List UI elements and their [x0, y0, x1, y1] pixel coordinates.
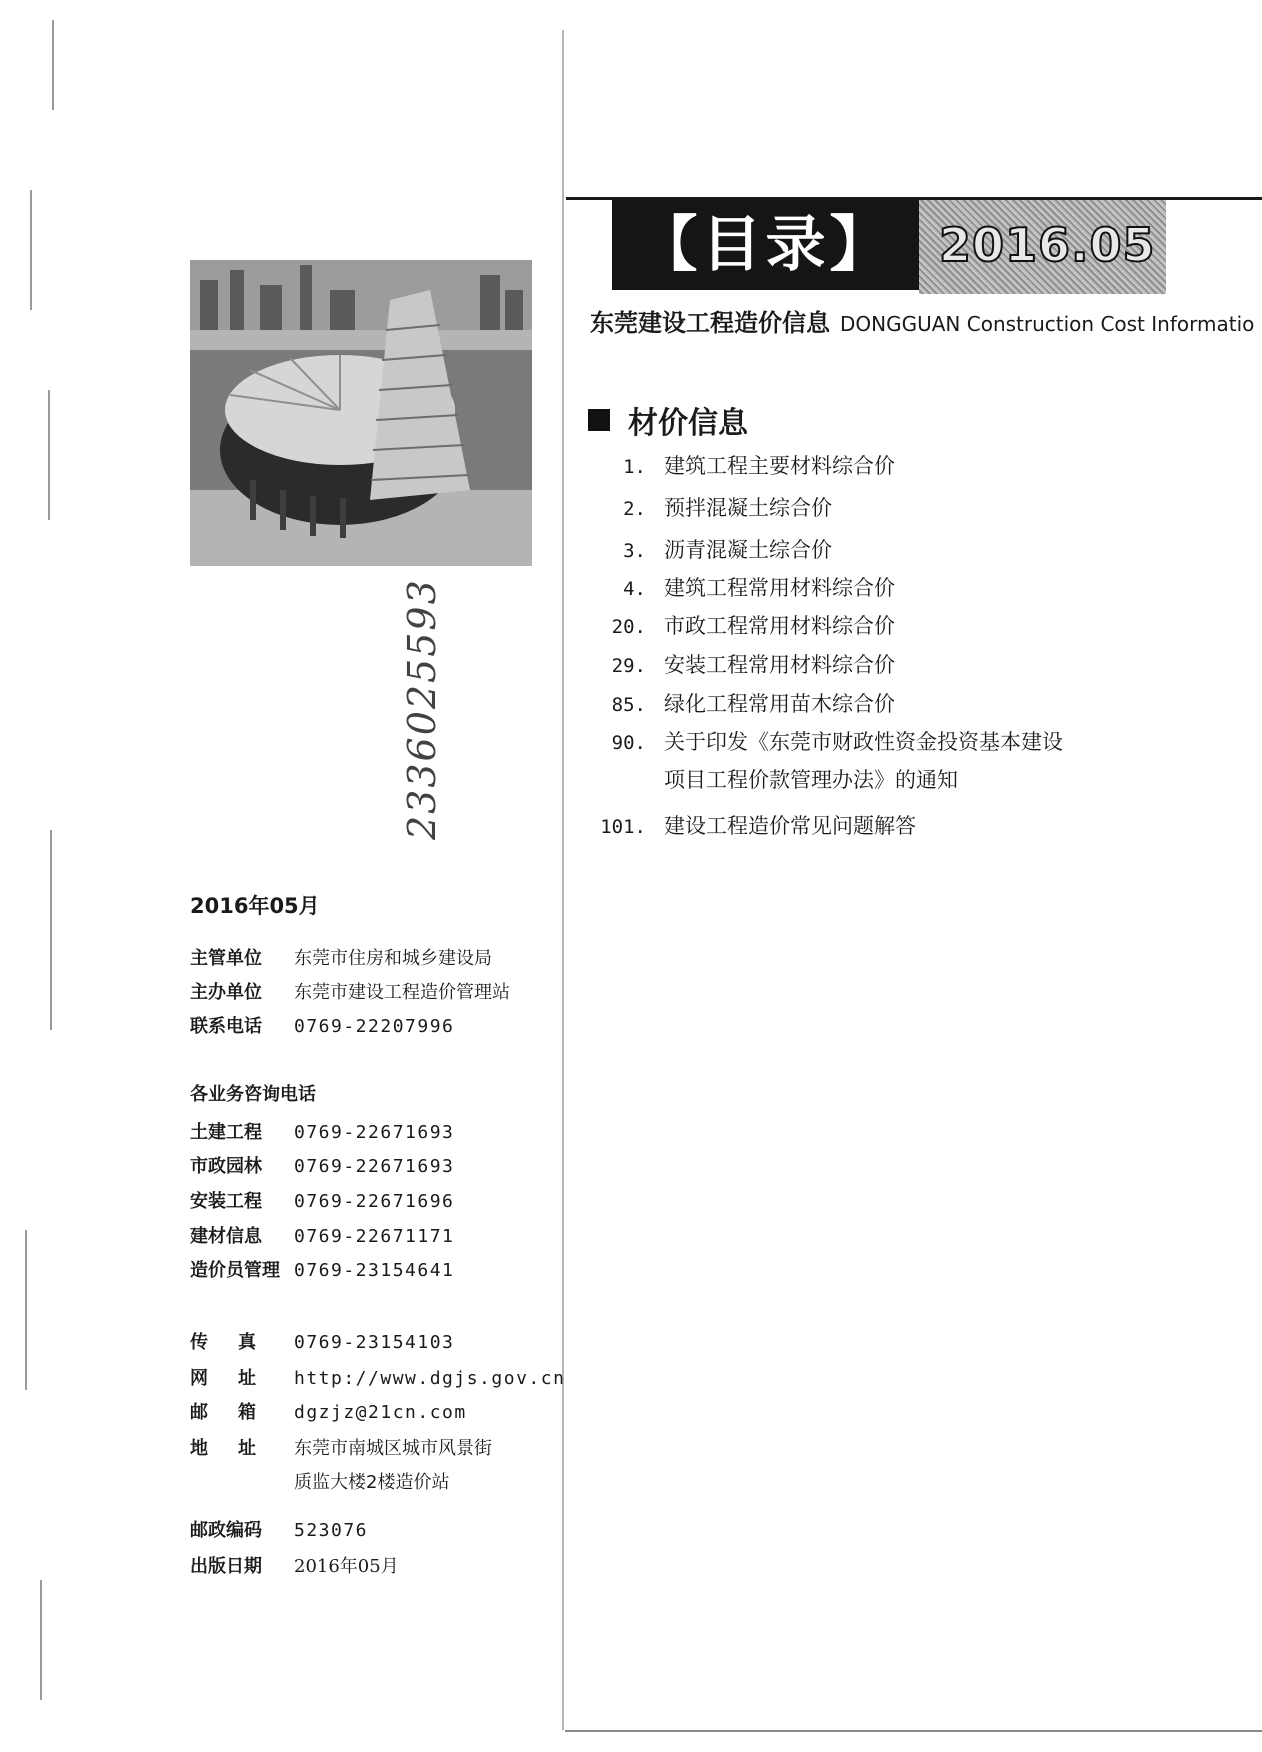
phone-number: 0769-22671693: [294, 1156, 455, 1177]
contact-key: 地址: [190, 1438, 286, 1459]
info-key: 联系电话: [190, 1016, 262, 1037]
magazine-title: [590, 303, 1254, 338]
info-value: 东莞市住房和城乡建设局: [294, 948, 492, 969]
fax-number: 0769-23154103: [294, 1332, 455, 1353]
consult-key: 安装工程: [190, 1191, 262, 1212]
toc-page: 29.: [611, 655, 646, 677]
toc-item[interactable]: [580, 492, 832, 522]
consult-key: 市政园林: [190, 1156, 262, 1177]
contact-key: 网址: [190, 1368, 286, 1389]
contact-row: [190, 1328, 454, 1354]
info-key: 主办单位: [190, 982, 262, 1003]
toc-item[interactable]: [580, 810, 916, 840]
scan-edge-mark: [50, 830, 52, 1030]
toc-banner-label: 【目录】: [637, 210, 894, 280]
toc-title: 关于印发《东莞市财政性资金投资基本建设: [664, 730, 1063, 754]
toc-item[interactable]: [580, 726, 1063, 756]
phone-number: 0769-22671696: [294, 1191, 455, 1212]
toc-section-title: [588, 398, 748, 442]
scan-edge-mark: [48, 390, 50, 520]
consult-key: 土建工程: [190, 1122, 262, 1143]
toc-item[interactable]: [580, 649, 895, 679]
toc-item[interactable]: [580, 534, 832, 564]
pubdate-key: 出版日期: [190, 1556, 262, 1577]
consult-key: 建材信息: [190, 1226, 262, 1247]
toc-page: 3.: [623, 540, 646, 562]
toc-title: 建设工程造价常见问题解答: [664, 814, 916, 838]
toc-page: 101.: [600, 816, 646, 838]
postcode-row: [190, 1516, 368, 1542]
toc-page: 1.: [623, 456, 646, 478]
website-link[interactable]: http://www.dgjs.gov.cn: [294, 1368, 566, 1389]
toc-section-label: 材价信息: [628, 406, 748, 441]
pubdate-value: 2016年05月: [294, 1556, 399, 1577]
toc-title: 绿化工程常用苗木综合价: [664, 692, 895, 716]
consult-key: 造价员管理: [190, 1260, 280, 1281]
toc-title: 市政工程常用材料综合价: [664, 614, 895, 638]
toc-item[interactable]: [580, 688, 895, 718]
toc-page: 4.: [623, 578, 646, 600]
toc-page: 90.: [611, 732, 646, 754]
consult-row: [190, 1118, 454, 1144]
toc-banner: [612, 200, 919, 290]
address-line-2: 质监大楼2楼造价站: [294, 1472, 450, 1493]
magazine-title-cn: 东莞建设工程造价信息: [590, 309, 830, 337]
contact-row: [190, 1398, 467, 1424]
toc-title: 预拌混凝土综合价: [664, 496, 832, 520]
scan-edge-mark: [40, 1580, 42, 1700]
postcode-key: 邮政编码: [190, 1520, 262, 1541]
phone-number: 0769-22671693: [294, 1122, 455, 1143]
info-row: [190, 978, 510, 1004]
scan-edge-mark: [25, 1230, 27, 1390]
phone-number: 0769-22671171: [294, 1226, 455, 1247]
consult-title: 各业务咨询电话: [190, 1084, 316, 1105]
toc-title: 建筑工程主要材料综合价: [664, 454, 895, 478]
info-row: [190, 1012, 454, 1038]
square-bullet-icon: [588, 409, 610, 431]
toc-page: 85.: [611, 694, 646, 716]
address-line: 东莞市南城区城市风景街: [294, 1438, 492, 1459]
consult-row: [190, 1222, 454, 1248]
magazine-title-en: DONGGUAN Construction Cost Informatio: [840, 312, 1255, 336]
consult-row: [190, 1256, 454, 1282]
cover-photo: [190, 260, 532, 566]
phone-number: 0769-22207996: [294, 1016, 455, 1037]
scan-edge-mark: [30, 190, 32, 310]
page-bottom-line: [565, 1730, 1262, 1732]
phone-number: 0769-23154641: [294, 1260, 455, 1281]
handwritten-note: 2336025593: [400, 578, 444, 840]
consult-row: [190, 1152, 454, 1178]
toc-title: 安装工程常用材料综合价: [664, 653, 895, 677]
contact-key: 传真: [190, 1332, 286, 1353]
toc-page: 20.: [611, 616, 646, 638]
issue-date: 2016年05月: [190, 894, 320, 918]
pubdate-row: [190, 1552, 399, 1578]
info-value: 东莞市建设工程造价管理站: [294, 982, 510, 1003]
consult-row: [190, 1187, 454, 1213]
contact-key: 邮箱: [190, 1402, 286, 1423]
issue-number: 2016.05: [939, 218, 1156, 272]
contact-row: [190, 1364, 565, 1390]
toc-item[interactable]: [580, 572, 895, 602]
toc-item[interactable]: [580, 450, 895, 480]
scan-edge-mark: [52, 20, 54, 110]
page-fold-line: [562, 30, 564, 1730]
issue-banner: [919, 200, 1166, 294]
toc-title-continuation: 项目工程价款管理办法》的通知: [664, 768, 958, 792]
contact-row: [190, 1434, 492, 1460]
toc-page: 2.: [623, 498, 646, 520]
toc-item[interactable]: [580, 610, 895, 640]
info-key: 主管单位: [190, 948, 262, 969]
info-row: [190, 944, 492, 970]
toc-title: 建筑工程常用材料综合价: [664, 576, 895, 600]
postcode-value: 523076: [294, 1520, 369, 1541]
toc-title: 沥青混凝土综合价: [664, 538, 832, 562]
email-link[interactable]: dgzjz@21cn.com: [294, 1402, 467, 1423]
